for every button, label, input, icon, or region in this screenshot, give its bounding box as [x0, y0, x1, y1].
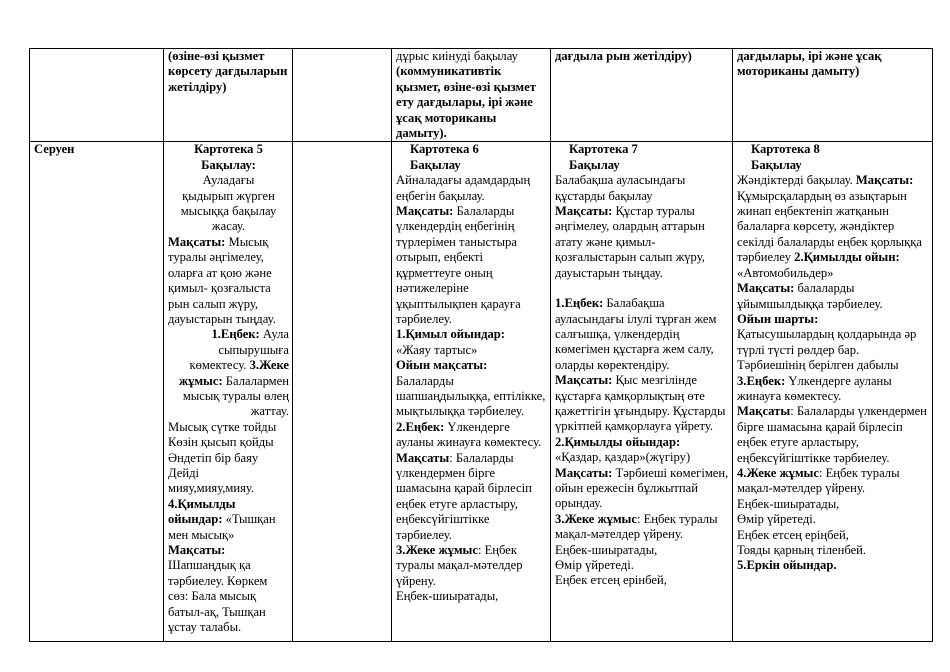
goal-label: Мақсаты: — [855, 173, 914, 188]
individual-text: : Еңбек туралы мақал-мәтелдер үйрену. — [555, 511, 718, 542]
goal-text: : Балаларды үлкендермен бірге шамасына қарай бірлесіп еңбек етуге арластыру, еңбексүйгіштікке тәрбиелеу. — [737, 404, 927, 465]
goal-label: Мақсаты: — [737, 281, 795, 296]
goal-text: Шапшаңдық қа тәрбиелеу. Көркем сөз: Бала мысық батыл-ақ, Тышқан ұстау талабы. — [168, 558, 268, 635]
goal-text: Балаларды шапшаңдылыққа, ептілікке, мықтылыққа тәрбиелеу. — [396, 373, 546, 419]
individual-label: 3.Жеке жұмыс — [396, 543, 478, 557]
goal-text: Құстар туралы әңгімелеу, олардың аттарын атату және қимыл-қозғалыстарын салып жүру, дауыстарын тыңдау. — [555, 204, 705, 280]
goal-label: Мақсаты — [396, 450, 450, 465]
card-8-title: Картотека 8 — [751, 142, 820, 157]
card-7-goal3 — [555, 466, 729, 512]
intro-text: Жәндіктерді бақылау. — [737, 173, 856, 188]
goal-label: Мақсаты: — [396, 204, 454, 219]
card-6-goal — [396, 204, 547, 327]
card-7-work — [555, 296, 729, 373]
card-6-intro: Айналадағы адамдардың еңбегін бақылау. — [396, 173, 531, 203]
card-8-observe: Бақылау — [751, 157, 802, 172]
table-row — [30, 142, 933, 642]
proverb-line: Еңбек-шиыратады, — [555, 542, 658, 557]
card-6-individual — [396, 543, 547, 589]
proverb-line: Өмір үйретеді. — [737, 512, 816, 527]
card-8-cell — [733, 142, 933, 642]
spacer — [555, 281, 729, 296]
game-label: 2.Қимылды ойындар: — [555, 434, 681, 449]
game-text: «Автомобильдер» — [737, 265, 834, 280]
goal-text: Құмырсқалардың өз азықтарын жинап еңбектеніп жатқанын балаларға көрсету, жәндіктер секілді балаларды еңбек қорлыққа тәрбиелеу — [737, 188, 922, 265]
card-6-work — [396, 420, 547, 451]
goal-label: Мақсаты: — [555, 373, 613, 388]
card-5-goal — [168, 235, 289, 327]
work-label: 1.Еңбек: — [211, 327, 260, 342]
individual-text: : Еңбек туралы мақал-мәтелдер үйрену. — [737, 465, 900, 496]
individual-label: 3.Жеке жұмыс — [555, 511, 637, 526]
poem-line: Мысық сүтке тойды — [168, 419, 277, 434]
goal-label: Мақсаты — [737, 404, 791, 419]
card-5-line: жаттау. — [250, 404, 289, 419]
individual-label: 4.Жеке жұмыс — [737, 465, 819, 480]
proverb-line: Тояды қарның тіленбей. — [737, 543, 867, 557]
poem-line: мияу,мияу,мияу. — [168, 481, 255, 496]
work-text: Балабақша ауласындағы ілулі тұрған жем салғышқа, үлкендердің көмегімен құстарға жем салу, оларды көректендіру. — [555, 296, 717, 372]
work-text: Үлкендерге ауланы жинауға көмектесу. — [737, 373, 892, 403]
row1-cell-label — [30, 49, 164, 142]
individual-label: 3.Жеке жұмыс: — [179, 358, 289, 388]
goal-label: Ойын мақсаты: — [396, 358, 488, 373]
game-text: «Тышқан мен мысық» — [168, 512, 276, 542]
rules-label: Ойын шарты: — [737, 311, 819, 326]
row1-cell-6 — [733, 49, 933, 142]
goal-label: Мақсаты: — [168, 234, 226, 249]
proverb-line: Еңбек-шиыратады, — [737, 496, 840, 511]
row1-cell-3 — [293, 49, 392, 142]
row1-c6-text: дағдылары, ірі және ұсақ моториканы дамыту) — [737, 49, 882, 79]
card-5-cell — [164, 142, 293, 642]
row-label-seruen: Серуен — [34, 142, 75, 157]
card-7-goal — [555, 204, 729, 281]
work-text: Үлкендерге ауланы жинауға көмектесу. — [396, 419, 542, 450]
card-5-title: Картотека 5 — [194, 142, 263, 157]
poem-line: Көзін қысып қойды — [168, 435, 274, 450]
card-5-game — [168, 497, 289, 543]
goal-label: Мақсаты: — [555, 465, 613, 480]
work-label: 1.Еңбек: — [555, 296, 604, 311]
card-7-individual — [555, 512, 729, 543]
card-5-line: мысыққа бақылау — [180, 204, 277, 219]
card-6-title: Картотека 6 — [410, 142, 479, 157]
row1-c2-text: (өзіне-өзі қызмет көрсету дағдыларын жетілдіру) — [168, 49, 288, 94]
card-8-individual — [737, 466, 929, 497]
card-7-intro: Балабақша ауласындағы құстарды бақылау — [555, 173, 686, 203]
proverb-line: Еңбек етсең ерінбей, — [555, 573, 667, 588]
card-7-cell — [551, 142, 733, 642]
proverb-line: Еңбек-шиыратады, — [396, 589, 499, 604]
individual-text: : Еңбек туралы мақал-мәтелдер үйрену. — [396, 543, 523, 588]
card-5-line: Ауладағы — [202, 173, 255, 188]
card-6-observe: Бақылау — [410, 157, 461, 172]
card-6-goal2 — [396, 451, 547, 543]
game-text: «Қаздар, қаздар»(жүгіру) — [555, 450, 691, 465]
poem-line: Әндетіп бір баяу — [168, 450, 259, 465]
goal-text: балаларды ұйымшылдыққа тәрбиелеу. — [737, 281, 883, 311]
goal-text: : Балаларды үлкендермен бірге шамасына қарай бірлесіп еңбек етуге арластыру, еңбексүйгіштікке тәрбиелеу. — [396, 450, 532, 542]
row2-cell-label — [30, 142, 164, 642]
individual-text: Балалармен мысық туралы өлең — [182, 373, 289, 403]
card-5-line: қыдырып жүрген — [182, 188, 275, 203]
card-7-observe: Бақылау — [569, 157, 620, 172]
card-6-cell — [392, 142, 551, 642]
card-7-title: Картотека 7 — [569, 142, 638, 157]
goal-text: Тәрбиеші көмегімен, ойын ережесін бұлжытпай орындау. — [555, 465, 729, 511]
card-8-goal2 — [737, 281, 929, 312]
poem-line: Дейді — [168, 465, 199, 480]
work-label: 2.Еңбек: — [396, 419, 445, 434]
row1-c4-bold: (коммуникативтік қызмет, өзіне-өзі қызмет ету дағдылары, ірі және ұсақ моториканы дамыту). — [396, 64, 536, 141]
card-5-line: жасау. — [211, 219, 246, 234]
row1-cell-2 — [164, 49, 293, 142]
row1-c5-text: дағдыла рын жетілдіру) — [555, 49, 692, 63]
row2-cell-3 — [293, 142, 392, 642]
proverb-line: Еңбек етсең еріңбей, — [737, 527, 849, 542]
proverb-line: Өмір үйретеді. — [555, 558, 634, 572]
game-label: 4.Қимылды ойындар: — [168, 496, 236, 527]
free-games-line: 5.Еркін ойындар. — [737, 558, 837, 573]
card-8-goal3 — [737, 404, 929, 466]
rules-text: Қатысушылардың қолдарында әр түрлі түсті рөлдер бар. Тәрбиешінің берілген дабылы — [737, 327, 917, 373]
game-label: 1.Қимыл ойындар: — [396, 327, 505, 342]
goal-text: Балаларды үлкендердің еңбегінің түрлерімен таныстыра отырып, еңбекті құрметтеуге оның нәтижелеріне ұқыптылықпен қарауға тәрбиелеу. — [396, 204, 521, 326]
card-5-work — [168, 327, 289, 404]
goal-label: Мақсаты: — [555, 204, 613, 219]
work-text: Аула сыпырушыға көмектесу. — [189, 327, 289, 373]
work-label: 3.Еңбек: — [737, 373, 786, 388]
goal-label: Мақсаты: — [168, 543, 226, 557]
card-7-goal2 — [555, 373, 729, 435]
schedule-table — [29, 48, 933, 642]
card-5-observe: Бақылау: — [201, 157, 256, 172]
goal-text: Мысық туралы әңгімелеу, оларға ат қою және қимыл- қозғалыста рын салып жүру, дауыстарын тыңдау. — [168, 234, 276, 326]
card-8-work — [737, 374, 929, 405]
game-label: 2.Қимылды ойын: — [794, 250, 900, 265]
goal-text: Қыс мезгілінде құстарға қамқорлықтың өте қажеттігін ұғындыру. Құстарды үркітпей қамқорлауға үйрету. — [555, 373, 726, 434]
row1-cell-5 — [551, 49, 733, 142]
table-row — [30, 49, 933, 142]
row1-cell-4 — [392, 49, 551, 142]
game-text: «Жаяу тартыс» — [396, 342, 478, 357]
row1-c4-normal: дұрыс киінуді бақылау — [396, 49, 518, 63]
card-8-intro — [737, 173, 929, 281]
